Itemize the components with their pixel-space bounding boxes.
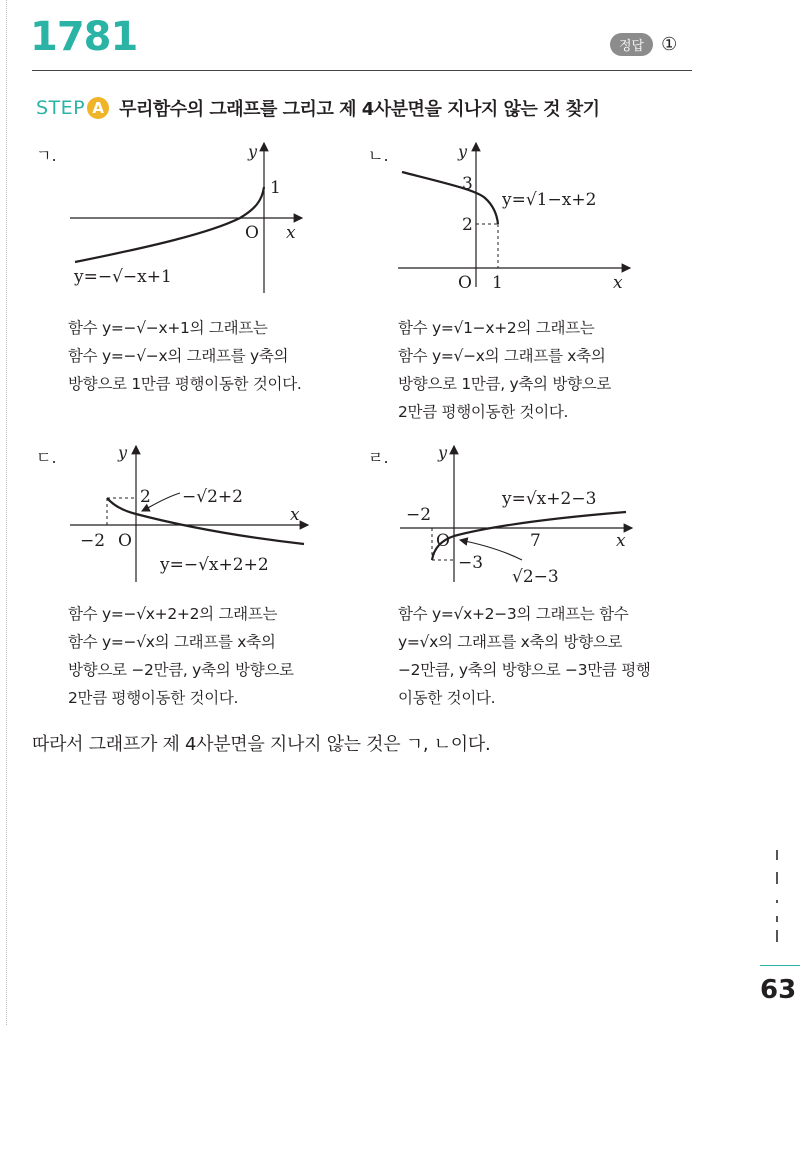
- description-line: 이동한 것이다.: [398, 689, 496, 707]
- answer-value: ①: [661, 34, 678, 55]
- graph-panel-1: [40, 135, 340, 295]
- curve: [75, 187, 264, 262]
- panel-description-4: [398, 600, 651, 712]
- callout-label: √2−3: [512, 567, 559, 587]
- equation-label: y=−√−x+1: [74, 267, 172, 287]
- equation-label: y=√1−x+2: [502, 190, 597, 210]
- x-axis-label: x: [613, 273, 623, 293]
- description-line: 방향으로 −2만큼, y축의 방향으로: [68, 661, 294, 679]
- origin-label: O: [245, 223, 259, 243]
- x-axis-label: x: [290, 505, 300, 525]
- description-line: 함수 y=√x+2−3의 그래프는 함수: [398, 605, 629, 623]
- x-tick-label-negative: −2: [406, 505, 432, 525]
- description-line: 함수 y=√1−x+2의 그래프는: [398, 319, 595, 337]
- description-line: 함수 y=−√−x의 그래프를 y축의: [68, 347, 289, 365]
- panel-marker-4: ㄹ.: [368, 448, 389, 467]
- x-tick-label: 1: [492, 273, 503, 293]
- page-number-rule: [760, 965, 800, 966]
- description-line: 2만큼 평행이동한 것이다.: [68, 689, 239, 707]
- description-line: 함수 y=√−x의 그래프를 x축의: [398, 347, 606, 365]
- panel-description-1: [68, 314, 302, 398]
- y-tick-label: 2: [140, 487, 151, 507]
- description-line: 함수 y=−√x의 그래프를 x축의: [68, 633, 276, 651]
- y-axis-label: y: [248, 142, 258, 161]
- panel-description-3: [68, 600, 294, 712]
- y-tick-label-2: 2: [462, 215, 473, 235]
- graph-panel-4: [392, 440, 652, 590]
- description-line: y=√x의 그래프를 x축의 방향으로: [398, 633, 623, 651]
- conclusion-text: 따라서 그래프가 제 4사분면을 지나지 않는 것은 ㄱ, ㄴ이다.: [32, 734, 491, 755]
- panel-description-2: [398, 314, 611, 426]
- x-axis-label: x: [616, 531, 626, 551]
- y-axis-label: y: [438, 443, 448, 462]
- header-rule: [32, 70, 692, 71]
- callout-label: −√2+2: [182, 487, 243, 507]
- y-tick-label-3: 3: [462, 174, 473, 194]
- graph-panel-2: [390, 135, 650, 295]
- x-tick-label: −2: [80, 531, 106, 551]
- description-line: −2만큼, y축의 방향으로 −3만큼 평행: [398, 661, 651, 679]
- panel-marker-1: ㄱ.: [36, 146, 57, 165]
- description-line: 방향으로 1만큼, y축의 방향으로: [398, 375, 612, 393]
- y-axis-label: y: [118, 443, 128, 462]
- panel-marker-2: ㄴ.: [368, 146, 389, 165]
- curve: [402, 172, 498, 224]
- step-letter-badge: A: [87, 97, 109, 119]
- y-axis-label: y: [458, 142, 468, 161]
- page-edge-marks: [760, 850, 800, 945]
- answer-box: [610, 33, 677, 56]
- problem-number: 1781: [30, 14, 138, 60]
- page-number: 63: [760, 975, 797, 1005]
- step-heading: [36, 95, 600, 121]
- description-line: 방향으로 1만큼 평행이동한 것이다.: [68, 375, 302, 393]
- x-axis-label: x: [286, 223, 296, 243]
- margin-rule: [6, 0, 7, 1025]
- answer-badge: 정답: [610, 33, 653, 56]
- x-tick-label: 7: [530, 531, 541, 551]
- graph-panel-3: [62, 440, 342, 590]
- panel-marker-3: ㄷ.: [36, 448, 57, 467]
- step-label: STEP: [36, 97, 86, 119]
- origin-label: O: [458, 273, 472, 293]
- equation-label: y=√x+2−3: [502, 489, 597, 509]
- origin-label: O: [436, 531, 450, 551]
- equation-label: y=−√x+2+2: [160, 555, 269, 575]
- description-line: 2만큼 평행이동한 것이다.: [398, 403, 569, 421]
- y-tick-label: 1: [270, 178, 281, 198]
- step-title: 무리함수의 그래프를 그리고 제 4사분면을 지나지 않는 것 찾기: [119, 99, 600, 120]
- origin-label: O: [118, 531, 132, 551]
- y-tick-label: −3: [458, 553, 484, 573]
- description-line: 함수 y=−√−x+1의 그래프는: [68, 319, 268, 337]
- description-line: 함수 y=−√x+2+2의 그래프는: [68, 605, 278, 623]
